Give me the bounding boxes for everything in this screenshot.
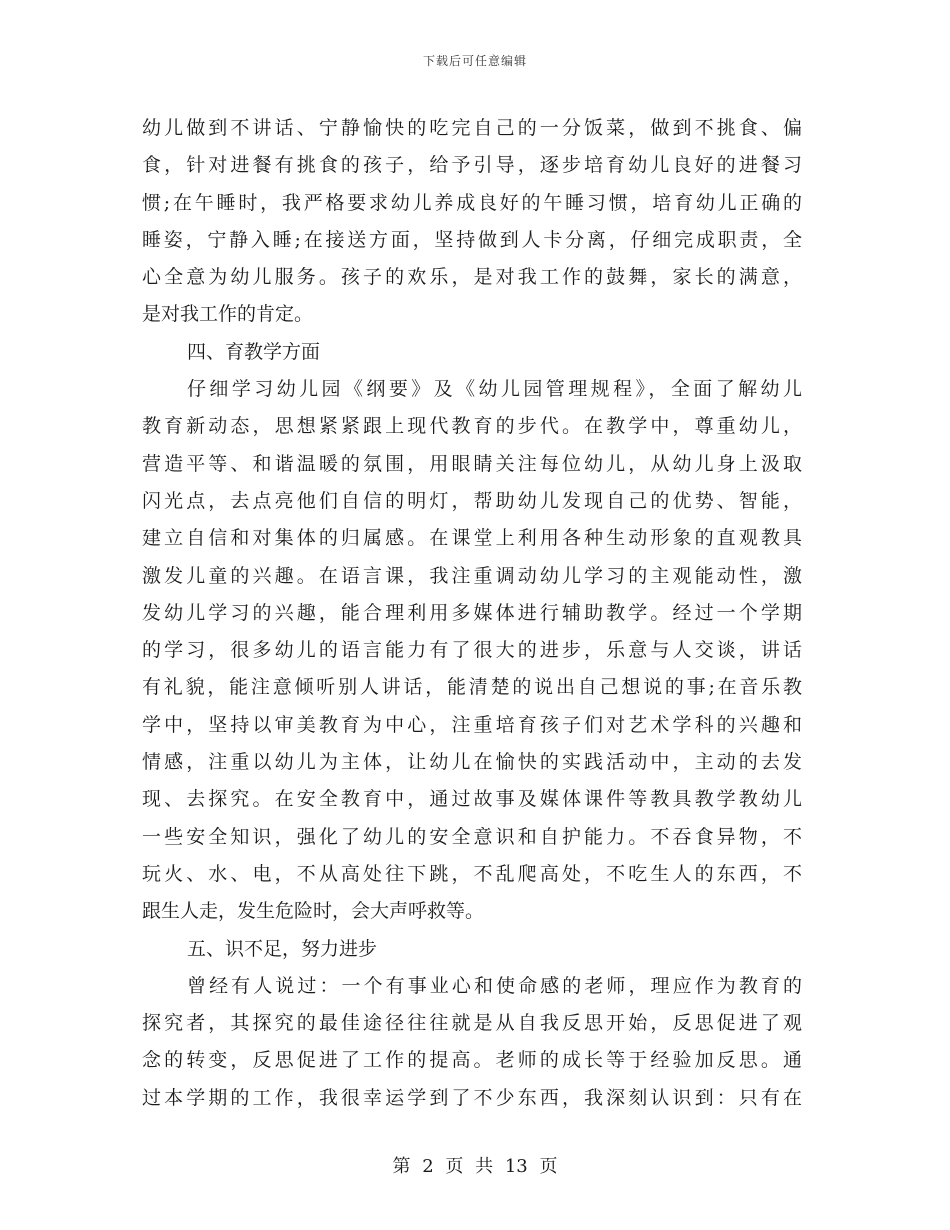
- document-body: [142, 110, 802, 1117]
- text-line: 心全意为幼儿服务。孩子的欢乐，是对我工作的鼓舞，家长的满意，: [142, 266, 802, 289]
- text-line: 情感，注重以幼儿为主体，让幼儿在愉快的实践活动中，主动的去发: [142, 751, 802, 774]
- text-line: 的学习，很多幼儿的语言能力有了很大的进步，乐意与人交谈，讲话: [142, 639, 802, 662]
- text-line: 跟生人走，发生危险时，会大声呼救等。: [142, 900, 485, 923]
- text-line: 过本学期的工作，我很幸运学到了不少东西，我深刻认识到：只有在: [142, 1086, 802, 1109]
- text-line: 学中，坚持以审美教育为中心，注重培育孩子们对艺术学科的兴趣和: [142, 713, 802, 736]
- text-line: 现、去探究。在安全教育中，通过故事及媒体课件等教具教学教幼儿: [142, 788, 802, 811]
- text-line: 玩火、水、电，不从高处往下跳，不乱爬高处，不吃生人的东西，不: [142, 862, 802, 885]
- text-line: 建立自信和对集体的归属感。在课堂上利用各种生动形象的直观教具: [142, 527, 802, 550]
- text-line: 食，针对进餐有挑食的孩子，给予引导，逐步培育幼儿良好的进餐习: [142, 154, 802, 177]
- text-line: 睡姿，宁静入睡;在接送方面，坚持做到人卡分离，仔细完成职责，全: [142, 228, 802, 251]
- text-line: 有礼貌，能注意倾听别人讲话，能清楚的说出自己想说的事;在音乐教: [142, 676, 802, 699]
- text-line: 念的转变，反思促进了工作的提高。老师的成长等于经验加反思。通: [142, 1049, 802, 1072]
- section-heading: 五、识不足，努力进步: [187, 937, 378, 960]
- page-footer: 第 2 页 共 13 页: [392, 1156, 558, 1177]
- text-line: 是对我工作的肯定。: [142, 303, 314, 326]
- text-line: 发幼儿学习的兴趣，能合理利用多媒体进行辅助教学。经过一个学期: [142, 601, 802, 624]
- text-line: 教育新动态，思想紧紧跟上现代教育的步代。在教学中，尊重幼儿，: [142, 415, 802, 438]
- page-header: 下载后可任意编辑: [422, 54, 527, 68]
- text-line: 幼儿做到不讲话、宁静愉快的吃完自己的一分饭菜，做到不挑食、偏: [142, 117, 802, 139]
- text-line: 仔细学习幼儿园《纲要》及《幼儿园管理规程》，全面了解幼儿: [187, 378, 802, 401]
- text-line: 探究者，其探究的最佳途径往往就是从自我反思开始，反思促进了观: [142, 1012, 802, 1035]
- text-line: 惯;在午睡时，我严格要求幼儿养成良好的午睡习惯，培育幼儿正确的: [142, 191, 802, 214]
- text-line: 一些安全知识，强化了幼儿的安全意识和自护能力。不吞食异物，不: [142, 825, 802, 848]
- text-line: 闪光点，去点亮他们自信的明灯，帮助幼儿发现自己的优势、智能，: [142, 489, 802, 512]
- text-line: 营造平等、和谐温暖的氛围，用眼睛关注每位幼儿，从幼儿身上汲取: [142, 452, 802, 475]
- text-line: 曾经有人说过：一个有事业心和使命感的老师，理应作为教育的: [187, 974, 802, 997]
- section-heading: 四、育教学方面: [187, 340, 321, 363]
- text-line: 激发儿童的兴趣。在语言课，我注重调动幼儿学习的主观能动性，激: [142, 564, 802, 587]
